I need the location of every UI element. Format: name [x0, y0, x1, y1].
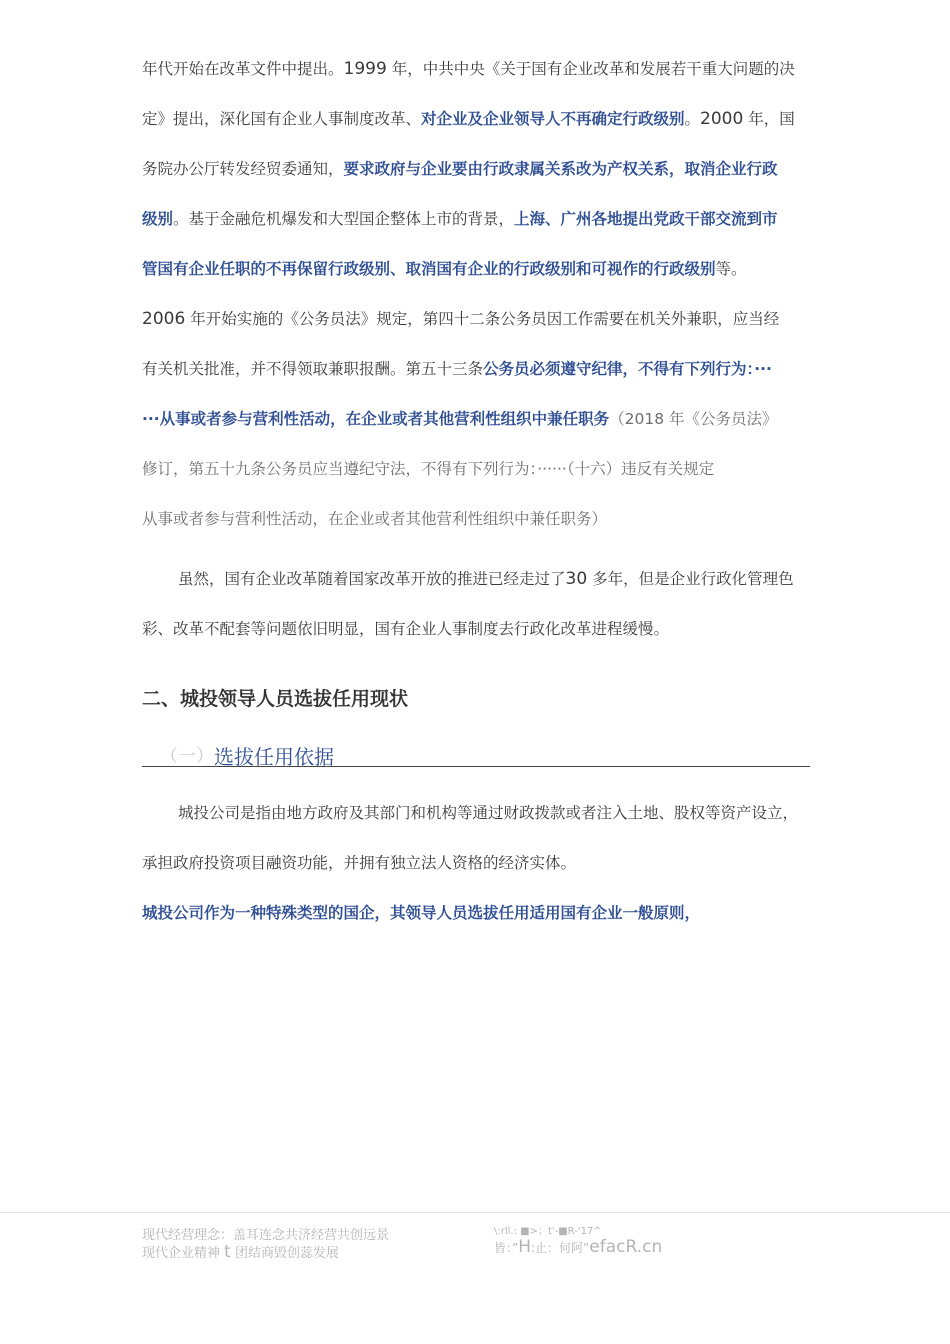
text: 多年，但是企业行政化管理色: [587, 570, 794, 588]
paragraph-4-line-2: 承担政府投资项目融资功能，并拥有独立法人资格的经济实体。: [142, 854, 577, 872]
page-footer: [0, 1212, 950, 1273]
website-text: efacR.cn: [589, 1237, 663, 1257]
text: 年开始实施的《公务员法》规定，第四十二条公务员因工作需要在机关外兼职，应当经: [185, 310, 780, 328]
year-number: 2006: [142, 309, 186, 329]
footer-code: \:rll.: ■>；t'-■R-'17^: [494, 1226, 602, 1237]
text: 年，国: [743, 110, 795, 128]
text: 皆：”: [494, 1241, 519, 1255]
text: :止：何阿”: [531, 1241, 590, 1255]
paragraph-5-line-1: 城投公司作为一种特殊类型的国企，其领导人员选拔任用适用国有企业一般原则，: [142, 904, 701, 922]
highlight-text: 上海、广州各地提出党政干部交流到市: [514, 210, 778, 228]
highlight-text: 公务员必须遵守纪律，不得有下列行为：···: [483, 360, 772, 378]
paragraph-1-line-5: [142, 258, 747, 280]
paragraph-2-line-1: [142, 308, 779, 330]
highlight-text: ···从事或者参与营利性活动，在企业或者其他营利性组织中兼任职务: [142, 410, 610, 428]
subsection-heading: [142, 740, 810, 767]
paragraph-1-line-3: [142, 158, 778, 180]
year-number: 2000: [700, 109, 744, 129]
text: 务院办公厅转发经贸委通知，: [142, 160, 344, 178]
text: 年代开始在改革文件中提出。: [142, 60, 344, 78]
footer-motto-2: [142, 1242, 339, 1262]
paragraph-1-line-4: [142, 208, 778, 230]
paragraph-1-line-2: [142, 108, 795, 130]
text: 团结商毁创蕊发展: [234, 1246, 339, 1261]
subsection-title: 选拔任用依据: [214, 745, 334, 769]
text: 等。: [715, 260, 747, 278]
text: 定》提出，深化国有企业人事制度改革、: [142, 110, 422, 128]
text: 虽然，国有企业改革随着国家改革开放的推进已经走过了: [178, 570, 566, 588]
paragraph-3-line-2: 彩、改革不配套等问题依旧明显，国有企业人事制度去行政化改革进程缓慢。: [142, 620, 670, 638]
paragraph-2-line-5: 从事或者参与营利性活动，在企业或者其他营利性组织中兼任职务）: [142, 510, 608, 528]
highlight-text: 级别: [142, 210, 174, 228]
highlight-text: 要求政府与企业要由行政隶属关系改为产权关系，取消企业行政: [343, 160, 778, 178]
paragraph-2-line-4: 修订，第五十九条公务员应当遵纪守法，不得有下列行为：······（十六）违反有关规定: [142, 460, 715, 478]
text: 。基于金融危机爆发和大型国企整体上市的背景，: [173, 210, 515, 228]
text: t: [224, 1242, 231, 1262]
footer-website: [494, 1237, 662, 1257]
text: 有关机关批准，并不得领取兼职报酬。第五十三条: [142, 360, 484, 378]
footer-motto-1: 现代经营理念：盖耳连念共济经营共创远景: [142, 1228, 390, 1243]
text: H: [518, 1237, 532, 1257]
text: 年，中共中央《关于国有企业改革和发展若干重大问题的决: [386, 60, 795, 78]
section-heading: 二、城投领导人员选拔任用现状: [142, 688, 409, 710]
paragraph-3-line-1: [178, 568, 794, 590]
subsection-number: （一）: [160, 746, 214, 767]
number: 30: [565, 569, 588, 589]
text: 现代企业精神: [142, 1246, 221, 1261]
paragraph-2-line-3: [142, 408, 778, 430]
year-number: 1999: [343, 59, 387, 79]
paragraph-4-line-1: 城投公司是指由地方政府及其部门和机构等通过财政拨款或者注入土地、股权等资产设立，: [178, 804, 799, 822]
paragraph-2-line-2: [142, 358, 772, 380]
highlight-text: 对企业及企业领导人不再确定行政级别: [421, 110, 685, 128]
highlight-text: 管国有企业任职的不再保留行政级别、取消国有企业的行政级别和可视作的行政级别: [142, 260, 716, 278]
paragraph-1-line-1: [142, 58, 795, 80]
text: 。: [684, 110, 701, 128]
note-text: （2018 年《公务员法》: [609, 410, 778, 428]
